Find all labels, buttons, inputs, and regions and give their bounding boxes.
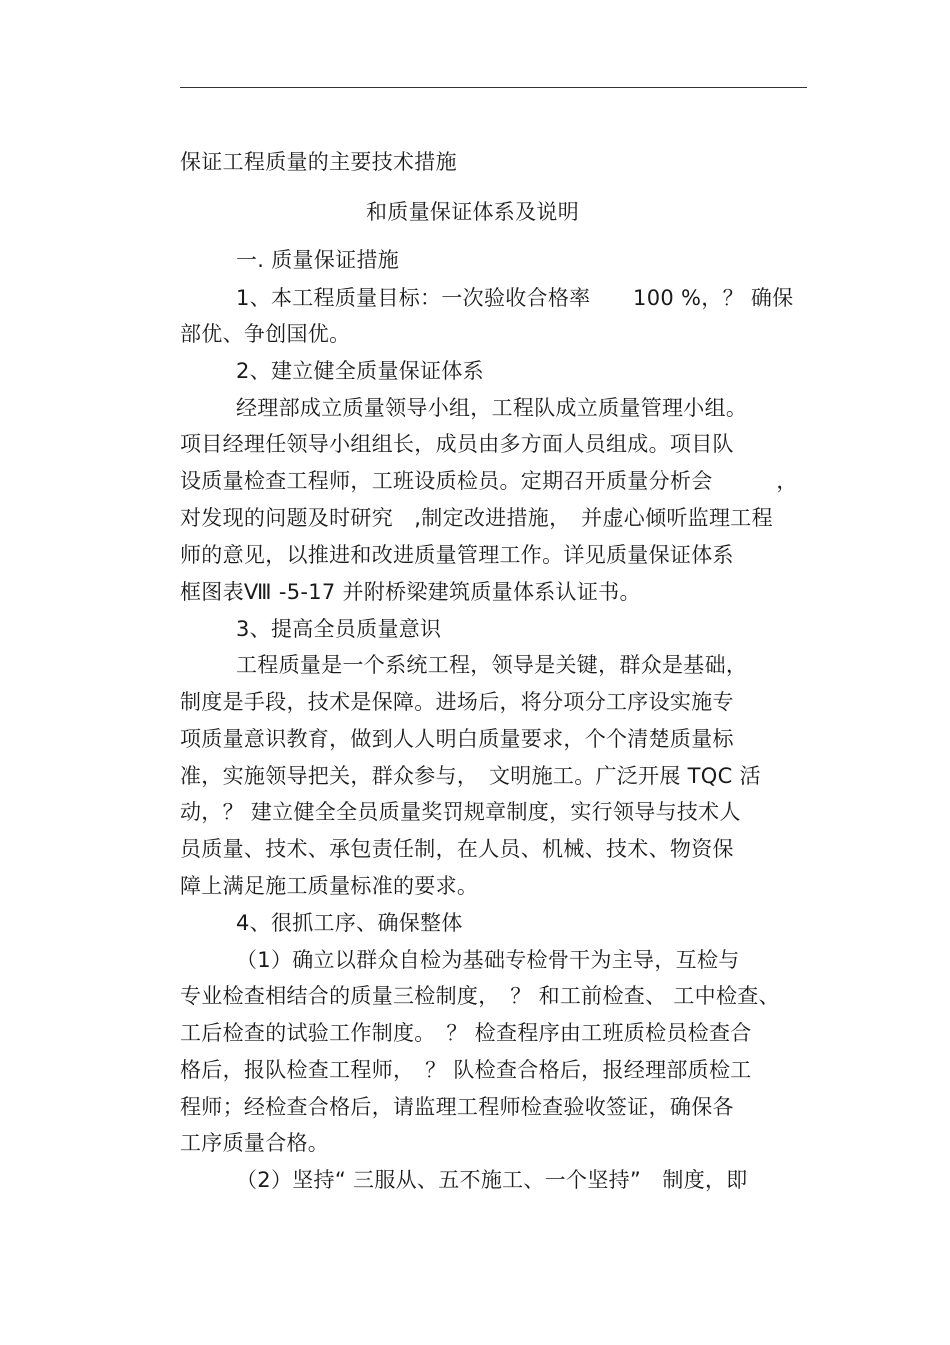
paragraph-line: 工程质量是一个系统工程，领导是关键，群众是基础，	[236, 653, 748, 677]
paragraph-line: 设质量检查工程师，工班设质检员。定期召开质量分析会 ，	[180, 469, 798, 493]
paragraph-line: 项目经理任领导小组组长，成员由多方面人员组成。项目队	[180, 432, 734, 456]
paragraph-line: 动，？ 建立健全全员质量奖罚规章制度，实行领导与技术人	[180, 800, 741, 824]
paragraph-line: 员质量、技术、承包责任制，在人员、机械、技术、物资保	[180, 837, 734, 861]
title-line-2: 和质量保证体系及说明	[366, 200, 579, 224]
subsection-heading: 4、很抓工序、确保整体	[236, 911, 463, 935]
paragraph-line: 专业检查相结合的质量三检制度， ？ 和工前检查、 工中检查、	[180, 984, 780, 1008]
paragraph-line: 师的意见，以推进和改进质量管理工作。详见质量保证体系	[180, 543, 734, 567]
subsection-heading: 3、提高全员质量意识	[236, 617, 442, 641]
title-line-1: 保证工程质量的主要技术措施	[180, 150, 457, 174]
paragraph-line: 部优、争创国优。	[180, 322, 351, 346]
paragraph-line: 1、本工程质量目标：一次验收合格率 100 %，？ 确保	[236, 286, 794, 310]
header-rule	[180, 87, 807, 88]
paragraph-line: （1）确立以群众自检为基础专检骨干为主导，互检与	[236, 948, 740, 972]
paragraph-line: 工后检查的试验工作制度。 ？ 检查程序由工班质检员检查合	[180, 1021, 752, 1045]
section-heading: 一. 质量保证措施	[236, 248, 400, 272]
paragraph-line: （2）坚持“ 三服从、五不施工、一个坚持” 制度，即	[236, 1168, 748, 1192]
subsection-heading: 2、建立健全质量保证体系	[236, 359, 484, 383]
paragraph-line: 项质量意识教育，做到人人明白质量要求，个个清楚质量标	[180, 727, 734, 751]
paragraph-line: 准，实施领导把关，群众参与， 文明施工。广泛开展 TQC 活	[180, 764, 761, 788]
paragraph-line: 程师；经检查合格后，请监理工程师检查验收签证，确保各	[180, 1095, 734, 1119]
paragraph-line: 经理部成立质量领导小组，工程队成立质量管理小组。	[236, 396, 748, 420]
paragraph-line: 框图表Ⅷ -5-17 并附桥梁建筑质量体系认证书。	[180, 580, 641, 604]
paragraph-line: 格后，报队检查工程师， ？ 队检查合格后，报经理部质检工	[180, 1058, 752, 1082]
paragraph-line: 制度是手段，技术是保障。进场后，将分项分工序设实施专	[180, 690, 734, 714]
paragraph-line: 工序质量合格。	[180, 1131, 330, 1155]
paragraph-line: 对发现的问题及时研究 ,制定改进措施， 并虚心倾听监理工程	[180, 506, 773, 530]
paragraph-line: 障上满足施工质量标准的要求。	[180, 874, 479, 898]
